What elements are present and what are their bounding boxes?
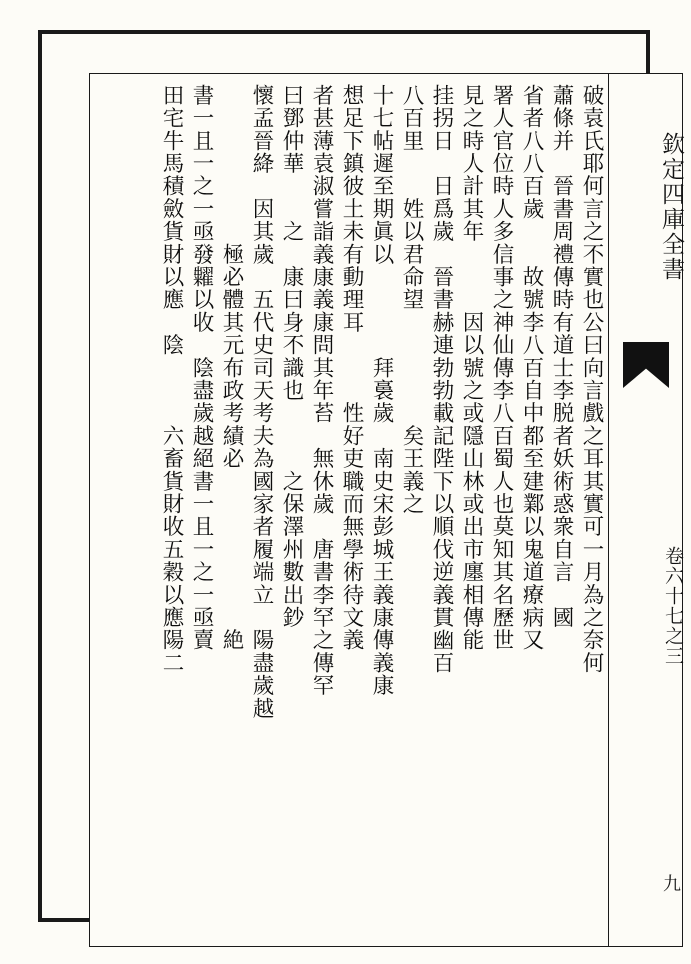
text-column: 懷孟晉絳 因其歲 五代史司天考夫為國家者履端立 陽盡歲越 [249, 84, 274, 720]
text-column: 十七帖遲至期眞以 拜裛歲 南史宋彭城王義康傳義康 [369, 84, 394, 697]
text-column: 想足下鎮彼土未有動理耳 性好吏職而無學術待文義 [339, 84, 364, 652]
banner-volume: 卷六十七之三 [662, 546, 684, 666]
text-column: 挂拐日 日爲歲 晉書赫連勃勃載記陛下以順伐逆義貫幽百 [429, 84, 454, 675]
banner-title: 欽定四庫全書 [658, 132, 684, 282]
text-column: 見之時人計其年 因以號之或隱山林或出市廛相傳能 [459, 84, 484, 652]
page-banner [608, 74, 682, 946]
text-column: 破袁氏耶何言之不實也公曰向言戲之耳其實可一月為之奈何 [579, 84, 604, 675]
text-columns [90, 74, 608, 946]
page-frame-outer [38, 30, 684, 922]
text-column: 田宅牛馬積斂貨財以應 陰 六畜貨財收五穀以應陽二 [159, 84, 184, 675]
text-column: 極必體其元布政考績必 絶 [219, 84, 244, 652]
text-column: 八百里 姓以君命望 矣王義之 [399, 84, 424, 516]
text-column: 署人官位時人多信事之神仙傳李八百蜀人也莫知其名歷世 [489, 84, 514, 652]
text-column: 曰鄧仲華 之 康曰身不識也 之保澤州數出鈔 [279, 84, 304, 629]
banner-page-number: 九 [660, 874, 681, 892]
text-column: 省者八八百歲 故號李八百自中都至建鄴以鬼道療病又 [519, 84, 544, 652]
text-column: 者甚薄袁淑嘗詣義康義康問其年苔 無休歲 唐書李罕之傳罕 [309, 84, 334, 697]
text-column: 書一且一之一亟發糶以收 陰盡歲越絕書一且一之一亟賣 [189, 84, 214, 652]
text-column: 蕭條并 晉書周禮傳時有道士李脱者妖術惑衆自言 國 [549, 84, 574, 629]
fish-tail-mark [623, 342, 669, 388]
page-frame-inner [89, 73, 683, 947]
